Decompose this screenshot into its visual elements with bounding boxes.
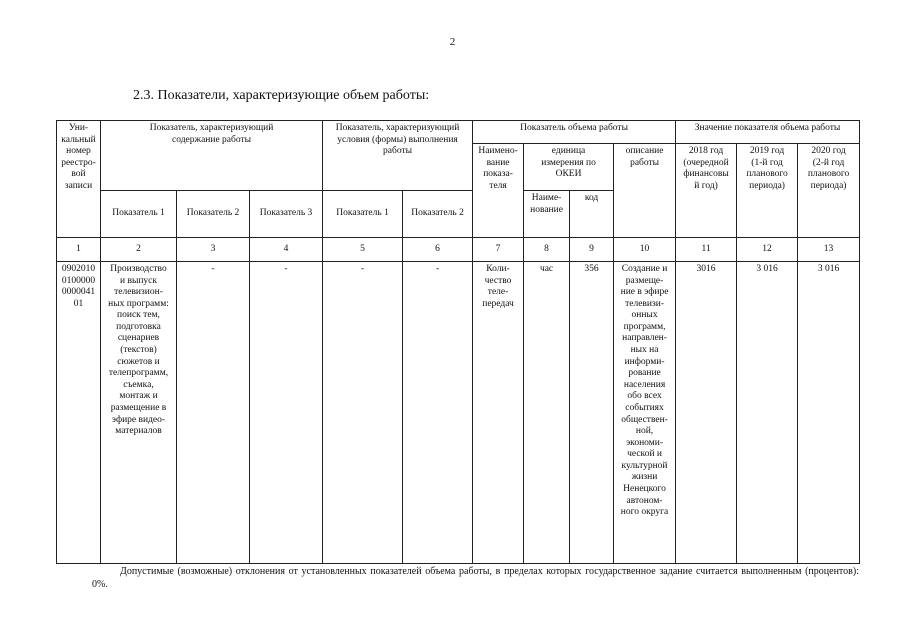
header-year-2020: 2020 год (2-й год планового периода)	[798, 144, 860, 238]
value-2020-cell: 3 016	[798, 262, 860, 564]
column-number: 8	[524, 238, 570, 262]
header-condition-1: Показатель 1	[323, 191, 403, 238]
header-unit-okei: единица измерения по ОКЕИ	[524, 144, 614, 191]
column-number: 5	[323, 238, 403, 262]
header-content-2: Показатель 2	[177, 191, 250, 238]
header-description: описание работы	[614, 144, 676, 238]
unit-name-cell: час	[524, 262, 570, 564]
unit-code-cell: 356	[570, 262, 614, 564]
column-number: 9	[570, 238, 614, 262]
column-number: 6	[403, 238, 473, 262]
header-year-2019: 2019 год (1-й год планового периода)	[737, 144, 798, 238]
header-unique-number: Уни- кальный номер реестро- вой записи	[57, 121, 101, 238]
condition-2-cell: -	[403, 262, 473, 564]
volume-name-cell: Коли- чество теле- передач	[473, 262, 524, 564]
header-volume-name: Наимено- вание показа- теля	[473, 144, 524, 238]
value-2019-cell: 3 016	[737, 262, 798, 564]
section-title: 2.3. Показатели, характеризующие объем работы:	[133, 88, 430, 103]
column-number-row	[57, 238, 860, 262]
header-unit-code: код	[570, 191, 614, 238]
condition-1-cell: -	[323, 262, 403, 564]
deviation-note: Допустимые (возможные) отклонения от установленных показателей объема работы, в пределах которых государственное задание считается выполненным (процентов): 0%.	[92, 566, 859, 590]
description-cell: Создание и размеще- ние в эфире телевизи- онных программ, направлен- ных на информи- рование населения обо всех событиях обществен- ной, экономи- ческой и культурной жизни Ненецкого автоном- ного округа	[614, 262, 676, 564]
column-number: 7	[473, 238, 524, 262]
header-content-3: Показатель 3	[250, 191, 323, 238]
column-number: 2	[101, 238, 177, 262]
header-row-1	[57, 121, 860, 144]
column-number: 3	[177, 238, 250, 262]
content-2-cell: -	[177, 262, 250, 564]
header-volume-indicator: Показатель объема работы	[473, 121, 676, 144]
header-year-2018: 2018 год (очередной финансовы й год)	[676, 144, 737, 238]
header-content-1: Показатель 1	[101, 191, 177, 238]
table-row	[57, 262, 860, 564]
column-number: 1	[57, 238, 101, 262]
column-number: 12	[737, 238, 798, 262]
column-number: 10	[614, 238, 676, 262]
header-unit-name: Наиме- нование	[524, 191, 570, 238]
content-3-cell: -	[250, 262, 323, 564]
column-number: 4	[250, 238, 323, 262]
registry-number-cell: 0902010 0100000 0000041 01	[57, 262, 101, 564]
header-condition-2: Показатель 2	[403, 191, 473, 238]
header-content-indicator: Показатель, характеризующий содержание работы	[101, 121, 323, 191]
work-volume-table	[56, 120, 860, 564]
column-number: 11	[676, 238, 737, 262]
content-1-cell: Производство и выпуск телевизион- ных программ: поиск тем, подготовка сценариев (текстов) сюжетов и телепрограмм, съемка, монтаж и размещение в эфире видео- материалов	[101, 262, 177, 564]
value-2018-cell: 3016	[676, 262, 737, 564]
header-condition-indicator: Показатель, характеризующий условия (формы) выполнения работы	[323, 121, 473, 191]
page-number: 2	[449, 36, 456, 48]
header-value-indicator: Значение показателя объема работы	[676, 121, 860, 144]
column-number: 13	[798, 238, 860, 262]
